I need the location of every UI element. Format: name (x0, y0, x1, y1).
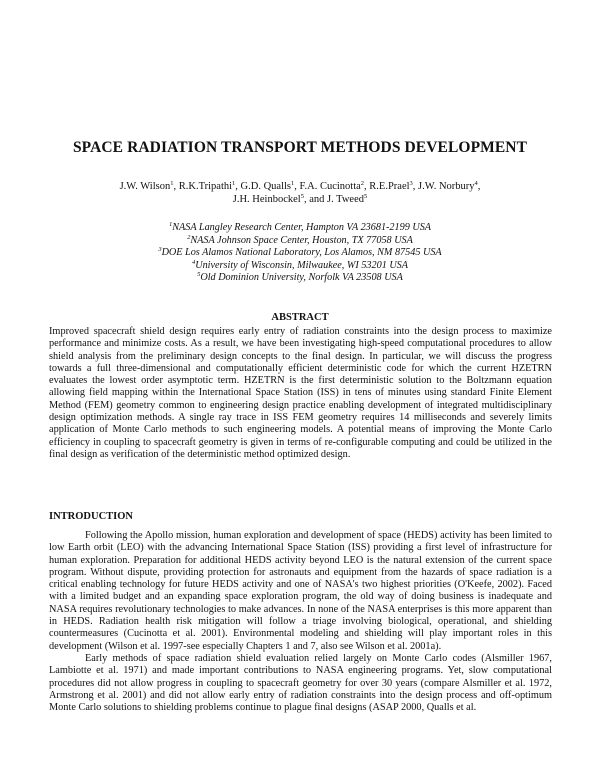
author: J. Tweed$^5$ (327, 193, 368, 205)
author: F.A. Cucinotta$^2$, (299, 180, 370, 192)
author-line-1 (0, 180, 600, 193)
author: J.W. Wilson$^1$, (119, 180, 179, 192)
affiliation: $^3$DOE Los Alamos National Laboratory, Los Alamos, NM 87545 USA (158, 246, 442, 258)
author: R.K.Tripathi$^1$, (178, 180, 241, 192)
author: R.E.Prael$^3$, (369, 180, 419, 192)
introduction-paragraph: Following the Apollo mission, human exploration and development of space (HEDS) activity has been limited to low Earth orbit (LEO) with the advancing International Space Station (ISS) providing a first level of infrastructure for human exploration. Preparation for additional HEDS activity beyond LEO is the natural extension of the current space program. Without dispute, providing protection for astronauts and equipment from the hazards of space radiation is a critical enabling technology for future HEDS activity and one of NASA's two highest priorities (O'Keefe, 2002). Faced with a limited budget and an expanding space exploration program, the old way of doing business is inadequate and NASA requires revolutionary technologies to make advances. In none of the NASA enterprises is this more apparent than in HEDS. Radiation health risk mitigation will follow a triage involving biological, operational, and shielding countermeasures (Cucinotta et al. 2001). Environmental modeling and shielding will play important roles in this development (Wilson et al. 1997-see especially Chapters 1 and 7, also see Wilson et al. 2001a). (49, 530, 552, 652)
author-line-2 (0, 193, 600, 206)
author-list (0, 180, 600, 206)
paper-title: SPACE RADIATION TRANSPORT METHODS DEVELOPMENT (72, 139, 528, 156)
affiliation: $^5$Old Dominion University, Norfolk VA 23508 USA (197, 271, 403, 283)
affiliation: $^2$NASA Johnson Space Center, Houston, TX 77058 USA (187, 233, 413, 246)
abstract-body: Improved spacecraft shield design requires early entry of radiation constraints into the design process to maximize performance and minimize costs. As a result, we have been investigating high-speed computational procedures to allow shield analysis from the preliminary design concepts to the final design. In particular, we will discuss the progress towards a full three-dimensional and computationally efficient deterministic code for which the current HZETRN evaluates the lowest order asymptotic term. HZETRN is the first deterministic solution to the Boltzmann equation allowing field mapping within the International Space Station (ISS) in tens of minutes using standard Finite Element Method (FEM) geometry common to engineering design practice enabling development of integrated multidisciplinary design optimization methods. A single ray trace in ISS FEM geometry requires 14 milliseconds and severely limits application of Monte Carlo methods to such engineering models. A potential means of improving the Monte Carlo efficiency in coupling to spacecraft geometry is given in terms of re-configurable computing and could be utilized in the final design as verification of the deterministic method optimized design. (49, 326, 552, 460)
author: J.H. Heinbockel$^5$, and (232, 193, 327, 205)
author: G.D. Qualls$^1$, (240, 180, 300, 192)
introduction-paragraph: Early methods of space radiation shield evaluation relied largely on Monte Carlo codes (Alsmiller 1967, Lambiotte et al. 1971) and made important contributions to NASA engineering programs. Yet, slow computational procedures did not allow progress in coupling to spacecraft geometry for over 30 years (compare Alsmiller et al. 1972, Armstrong et al. 2001) and did not allow early entry of radiation constraints into the design process and off-optimum Monte Carlo solutions to shielding problems continue to plague final designs (ASAP 2000, Qualls et al. (49, 652, 552, 714)
affiliation: $^4$University of Wisconsin, Milwaukee, WI 53201 USA (191, 258, 409, 271)
affiliation: $^1$NASA Langley Research Center, Hampton VA 23681-2199 USA (168, 221, 432, 233)
introduction-body (49, 530, 552, 714)
abstract-heading: ABSTRACT (271, 312, 329, 323)
author: J.W. Norbury$^4$, (418, 180, 481, 192)
introduction-heading: INTRODUCTION (49, 511, 134, 522)
